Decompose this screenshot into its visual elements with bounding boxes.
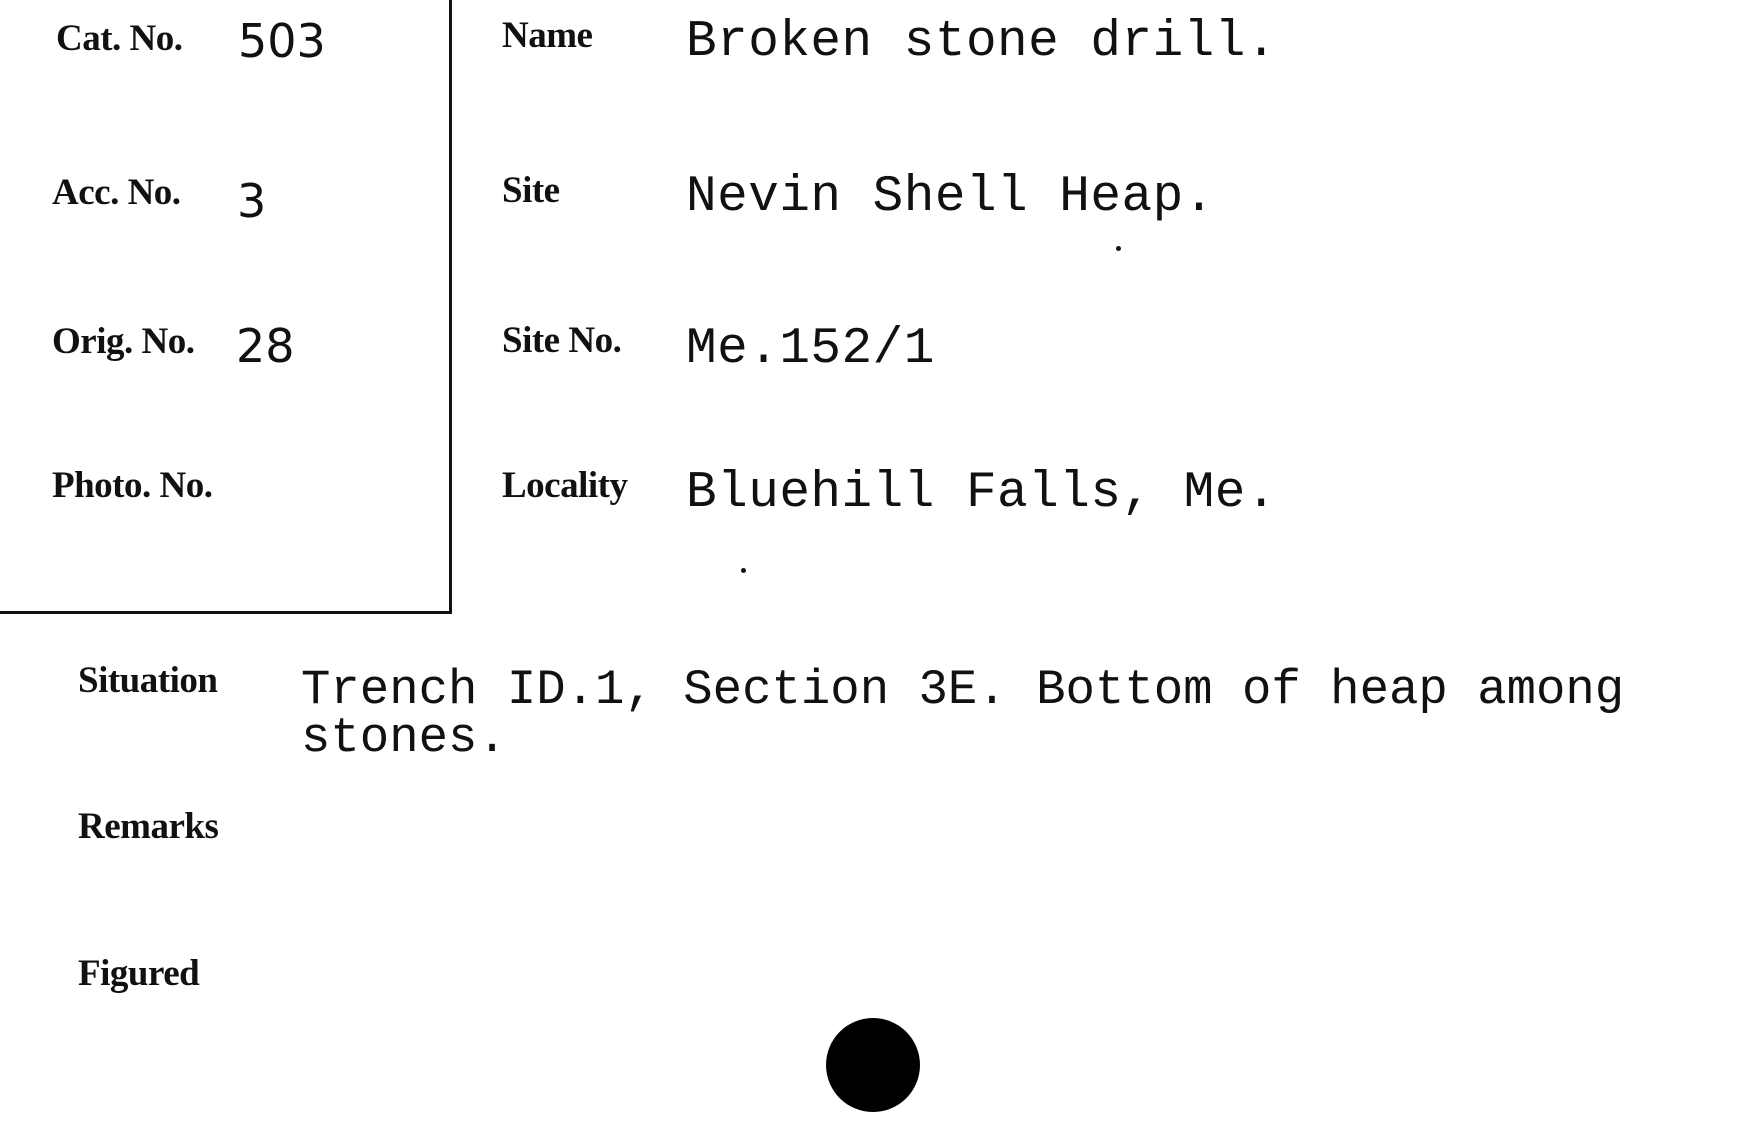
acc-no-value: 3 — [237, 174, 267, 228]
orig-no-label: Orig. No. — [52, 321, 195, 362]
situation-line-1: Trench ID.1, Section 3E. Bottom of heap among — [301, 662, 1625, 718]
figured-label: Figured — [78, 953, 200, 994]
acc-no-label: Acc. No. — [52, 172, 181, 213]
situation-line-2: stones. — [301, 710, 507, 766]
name-label: Name — [502, 15, 593, 56]
situation-label: Situation — [78, 660, 218, 701]
punch-hole — [826, 1018, 920, 1112]
photo-no-label: Photo. No. — [52, 465, 213, 506]
ink-speck — [741, 568, 746, 573]
site-no-value: Me.152/1 — [686, 321, 935, 378]
site-no-label: Site No. — [502, 320, 622, 361]
site-value: Nevin Shell Heap. — [686, 169, 1215, 226]
locality-label: Locality — [502, 465, 628, 506]
cat-no-value: 503 — [238, 14, 326, 68]
orig-no-value: 28 — [236, 319, 295, 373]
catalog-number-box — [0, 0, 452, 614]
locality-value: Bluehill Falls, Me. — [686, 465, 1277, 522]
cat-no-label: Cat. No. — [56, 18, 183, 59]
remarks-label: Remarks — [78, 806, 219, 847]
situation-value — [301, 662, 1625, 766]
name-value: Broken stone drill. — [686, 14, 1277, 71]
ink-speck — [1116, 246, 1121, 251]
site-label: Site — [502, 170, 560, 211]
